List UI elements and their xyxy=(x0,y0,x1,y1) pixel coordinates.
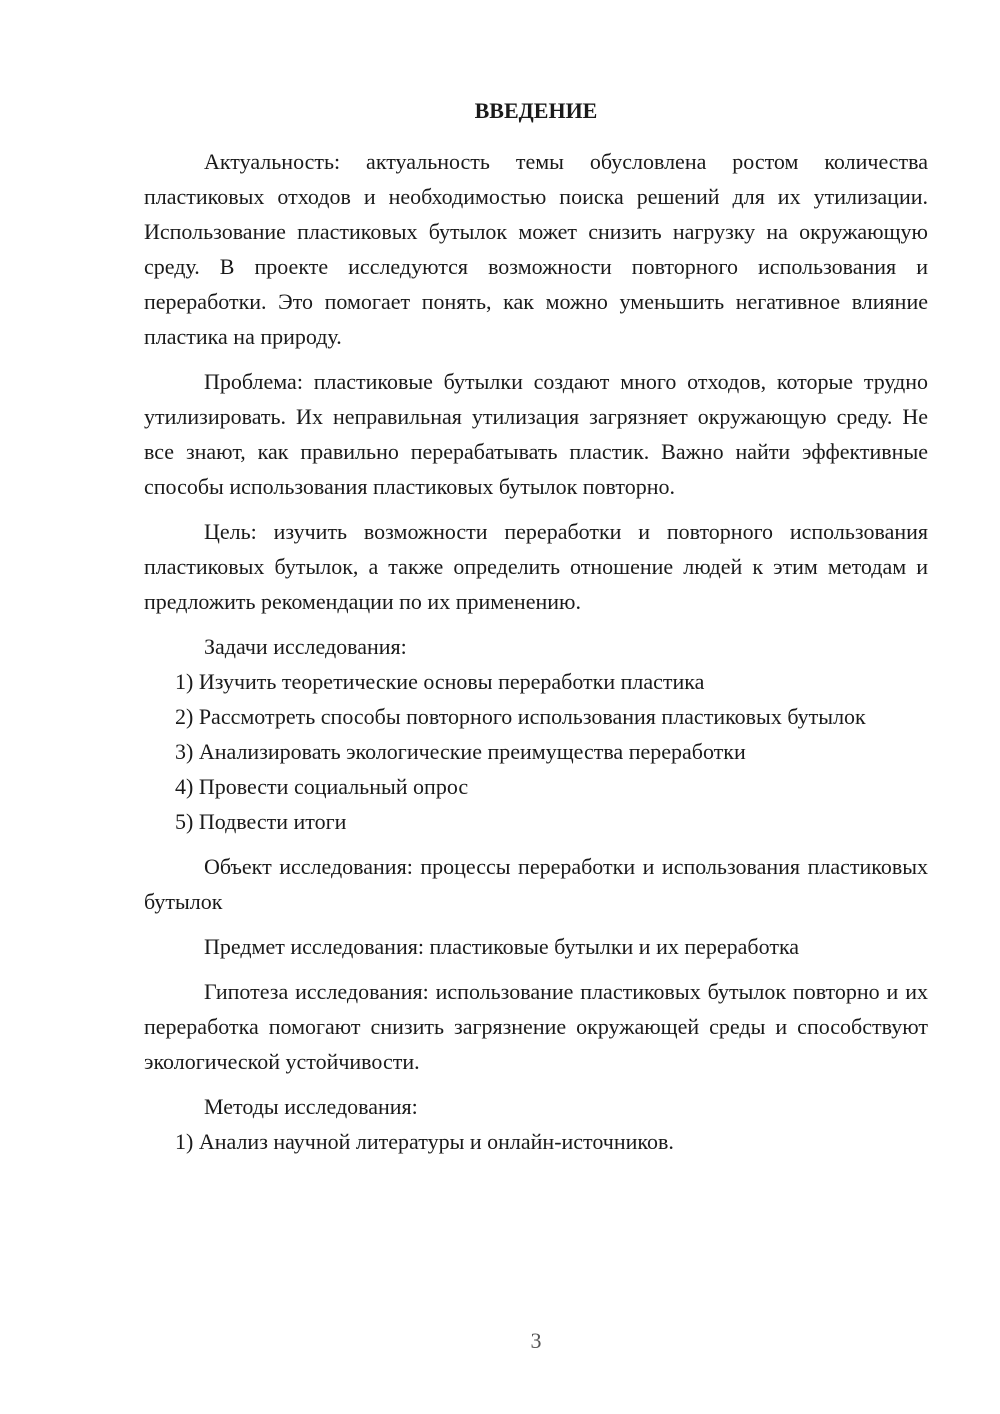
task-item-2: 2) Рассмотреть способы повторного использования пластиковых бутылок xyxy=(175,704,866,729)
page-title: ВВЕДЕНИЕ xyxy=(474,98,598,123)
task-item-3: 3) Анализировать экологические преимущества переработки xyxy=(175,739,746,764)
tasks-heading: Задачи исследования: xyxy=(204,634,407,659)
task-item-1: 1) Изучить теоретические основы переработки пластика xyxy=(175,669,705,694)
page-number: 3 xyxy=(530,1328,542,1353)
object-paragraph: Объект исследования: процессы переработки и использования пластиковых бутылок xyxy=(144,854,928,914)
task-item-5: 5) Подвести итоги xyxy=(175,809,347,834)
document-body xyxy=(144,144,928,1159)
methods-heading: Методы исследования: xyxy=(204,1094,418,1119)
goal-paragraph: Цель: изучить возможности переработки и повторного использования пластиковых бутылок, а также определить отношение людей к этим методам и предложить рекомендации по их применению. xyxy=(144,519,928,614)
relevance-paragraph: Актуальность: актуальность темы обусловлена ростом количества пластиковых отходов и необходимостью поиска решений для их утилизации. Использование пластиковых бутылок может снизить нагрузку на окружающую среду. В проекте исследуются возможности повторного использования и переработки. Это помогает понять, как можно уменьшить негативное влияние пластика на природу. xyxy=(144,149,928,349)
task-item-4: 4) Провести социальный опрос xyxy=(175,774,469,799)
subject-paragraph: Предмет исследования: пластиковые бутылки и их переработка xyxy=(204,934,800,959)
problem-paragraph: Проблема: пластиковые бутылки создают много отходов, которые трудно утилизировать. Их неправильная утилизация загрязняет окружающую среду. Не все знают, как правильно перерабатывать пластик. Важно найти эффективные способы использования пластиковых бутылок повторно. xyxy=(144,369,928,499)
hypothesis-paragraph: Гипотеза исследования: использование пластиковых бутылок повторно и их переработка помогают снизить загрязнение окружающей среды и способствуют экологической устойчивости. xyxy=(144,979,928,1074)
method-item-1: 1) Анализ научной литературы и онлайн-источников. xyxy=(175,1129,674,1154)
